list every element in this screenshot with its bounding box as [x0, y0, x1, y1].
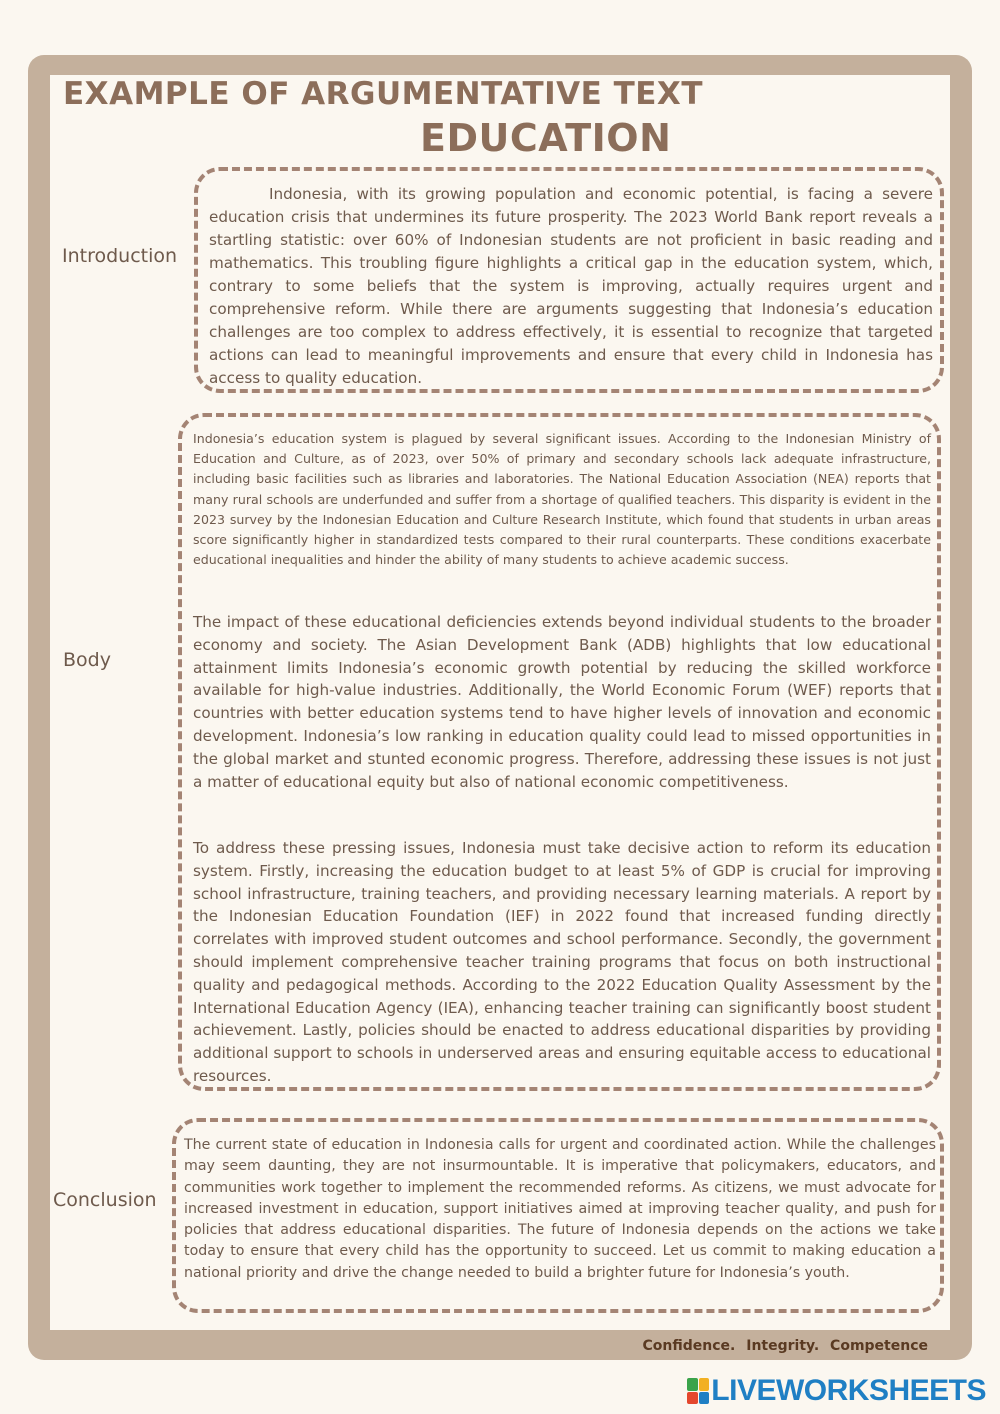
conclusion-text: The current state of education in Indonesia calls for urgent and coordinated action. While the challenges may seem daunting, they are not insurmountable. It is imperative that policymakers, educators, and communities work together to implement the recommended reforms. As citizens, we must advocate for increased investment in education, support initiatives aimed at improving teacher quality, and push for policies that address educational disparities. The future of Indonesia depends on the actions we take today to ensure that every child has the opportunity to succeed. Let us commit to making education a national priority and drive the change needed to build a brighter future for Indonesia’s youth.: [184, 1137, 936, 1281]
body-paragraph-1: Indonesia’s education system is plagued by several significant issues. According to the Indonesian Ministry of Education and Culture, as of 2023, over 50% of primary and secondary schools lack adequate infrastructure, including basic facilities such as libraries and laboratories. The National Education Association (NEA) reports that many rural schools are underfunded and suffer from a shortage of qualified teachers. This disparity is evident in the 2023 survey by the Indonesian Education and Culture Research Institute, which found that students in urban areas score significantly higher in standardized tests compared to their rural counterparts. These conditions exacerbate educational inequalities and hinder the ability of many students to achieve academic success.: [193, 431, 931, 568]
conclusion-label: Conclusion: [53, 1189, 157, 1211]
body-paragraph-2: The impact of these educational deficiencies extends beyond individual students to the broader economy and society. The Asian Development Bank (ADB) highlights that low educational attainment limits Indonesia’s economic growth potential by reducing the skilled workforce available for high-value industries. Additionally, the World Economic Forum (WEF) reports that countries with better education systems tend to have higher levels of innovation and economic development. Indonesia’s low ranking in education quality could lead to missed opportunities in the global market and stunted economic progress. Therefore, addressing these issues is not just a matter of educational equity but also of national economic competitiveness.: [193, 613, 931, 791]
introduction-text: Indonesia, with its growing population and economic potential, is facing a severe education crisis that undermines its future prosperity. The 2023 World Bank report reveals a startling statistic: over 60% of Indonesian students are not proficient in basic reading and mathematics. This troubling figure highlights a critical gap in the education system, which, contrary to some beliefs that the system is improving, actually requires urgent and comprehensive reform. While there are arguments suggesting that Indonesia’s education challenges are too complex to address effectively, it is essential to recognize that targeted actions can lead to meaningful improvements and ensure that every child in Indonesia has access to quality education.: [209, 185, 933, 387]
page-title: EXAMPLE OF ARGUMENTATIVE TEXT: [63, 76, 703, 112]
introduction-box: [194, 167, 944, 393]
body-label: Body: [63, 649, 111, 671]
page-subtitle: EDUCATION: [420, 116, 672, 160]
conclusion-box: [172, 1118, 944, 1313]
footer-tagline: Confidence. Integrity. Competence: [642, 1338, 928, 1354]
liveworksheets-brand: LIVEWORKSHEETS: [711, 1374, 986, 1407]
body-box: [178, 413, 941, 1091]
liveworksheets-icon: [687, 1378, 709, 1404]
introduction-label: Introduction: [62, 245, 178, 267]
body-paragraph-3: To address these pressing issues, Indonesia must take decisive action to reform its education system. Firstly, increasing the education budget to at least 5% of GDP is crucial for improving school infrastructure, training teachers, and providing necessary learning materials. A report by the Indonesian Education Foundation (IEF) in 2022 found that increased funding directly correlates with improved student outcomes and school performance. Secondly, the government should implement comprehensive teacher training programs that focus on both instructional quality and pedagogical methods. According to the 2022 Education Quality Assessment by the International Education Agency (IEA), enhancing teacher training can significantly boost student achievement. Lastly, policies should be enacted to address educational disparities by providing additional support to schools in underserved areas and ensuring equitable access to educational resources.: [193, 839, 931, 1085]
liveworksheets-logo: [687, 1374, 986, 1408]
